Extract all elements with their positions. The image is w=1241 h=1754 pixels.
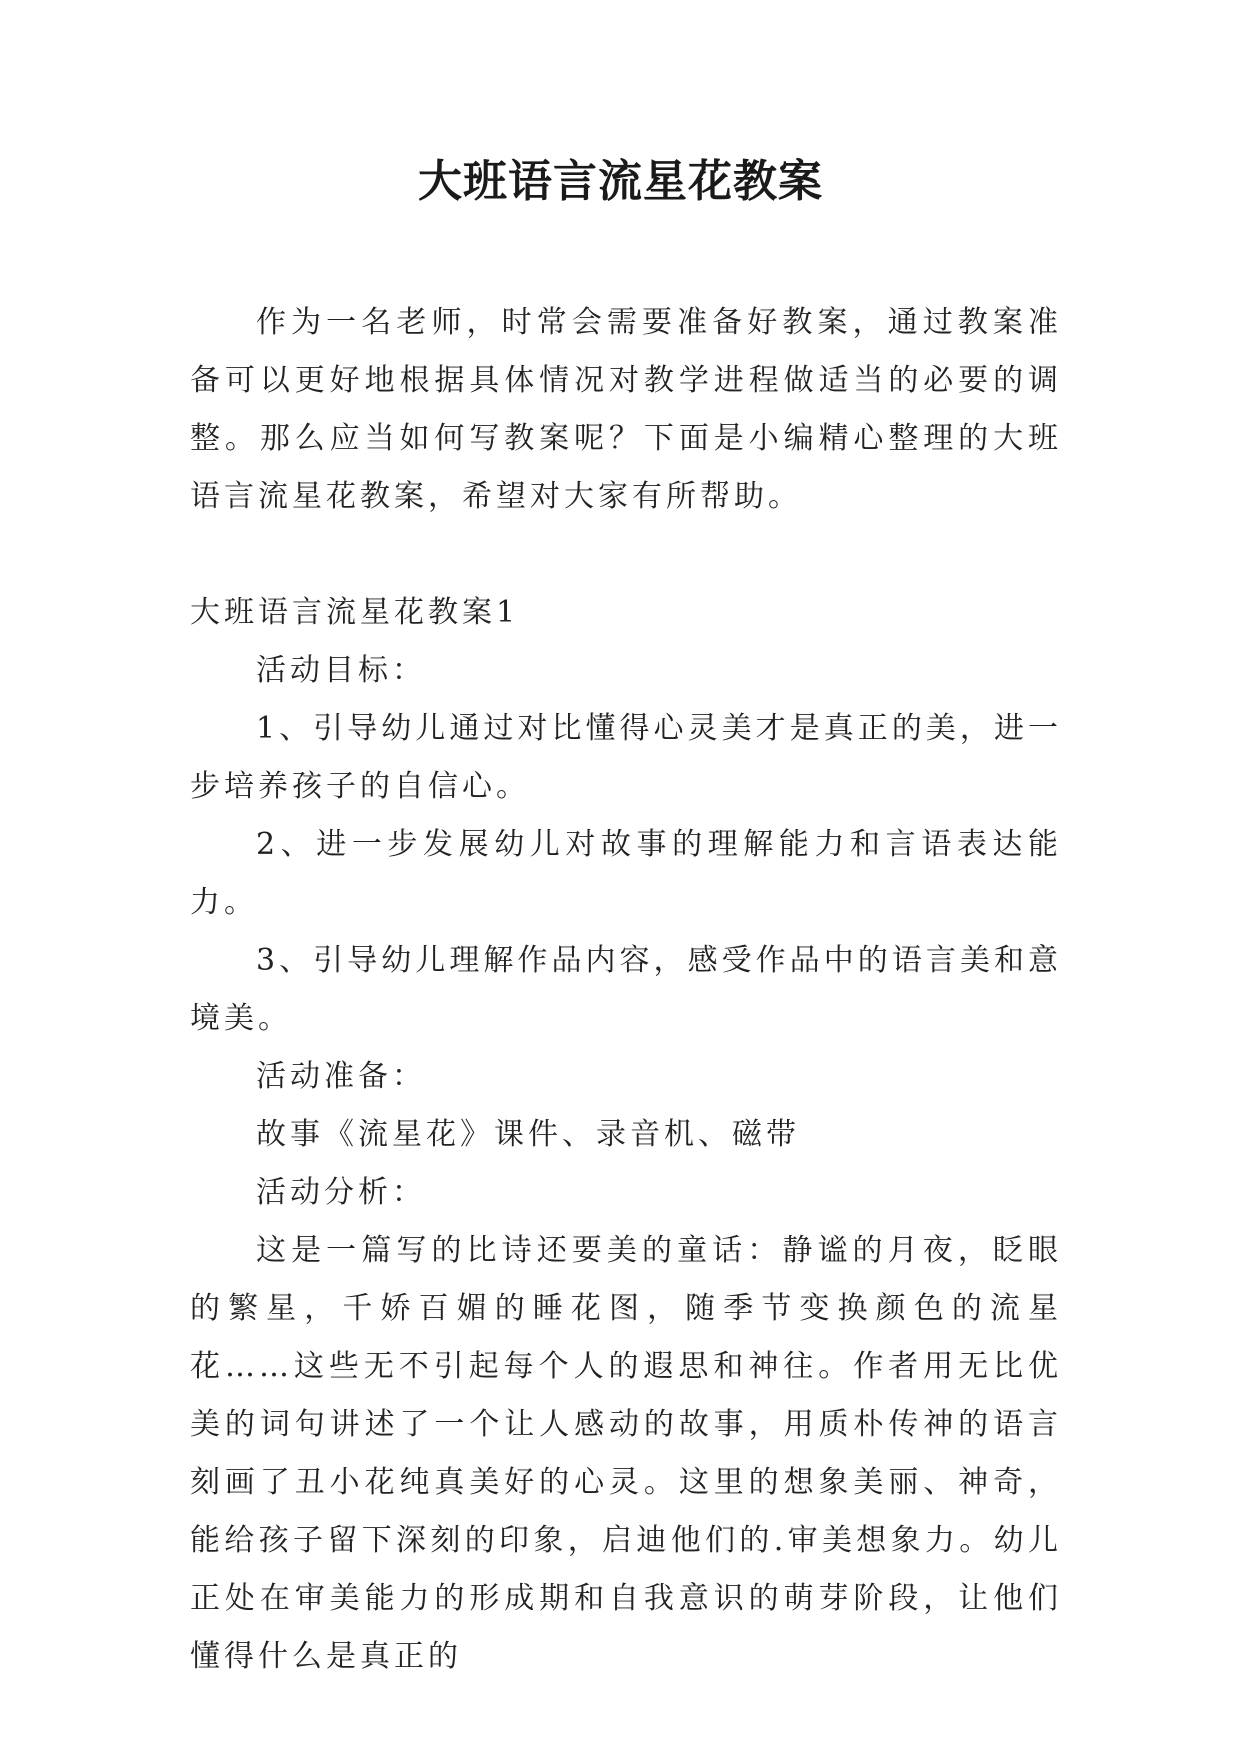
prep-text: 故事《流星花》课件、录音机、磁带 (256, 1117, 800, 1152)
goal-item-1: 1、引导幼儿通过对比懂得心灵美才是真正的美，进一步培养孩子的自信心。 (190, 711, 1062, 804)
prep-label: 活动准备： (256, 1059, 426, 1094)
analysis-paragraph: 这是一篇写的比诗还要美的童话：静谧的月夜，眨眼的繁星，千娇百媚的睡花图，随季节变换颜色的流星花……这些无不引起每个人的遐思和神往。作者用无比优美的词句讲述了一个让人感动的故事，用质朴传神的语言刻画了丑小花纯真美好的心灵。这里的想象美丽、神奇，能给孩子留下深刻的印象，启迪他们的.审美想象力。幼儿正处在审美能力的形成期和自我意识的萌芽阶段，让他们懂得什么是真正的 (190, 1233, 1062, 1674)
goals-label: 活动目标： (256, 653, 426, 688)
goal-item-3: 3、引导幼儿理解作品内容，感受作品中的语言美和意境美。 (190, 943, 1062, 1036)
section-heading: 大班语言流星花教案1 (190, 595, 520, 630)
document-body (190, 294, 1062, 1686)
goal-item-2: 2、进一步发展幼儿对故事的理解能力和言语表达能力。 (190, 827, 1062, 920)
analysis-label: 活动分析： (256, 1175, 426, 1210)
document-title: 大班语言流星花教案 (418, 156, 823, 207)
intro-paragraph: 作为一名老师，时常会需要准备好教案，通过教案准备可以更好地根据具体情况对教学进程做适当的必要的调整。那么应当如何写教案呢？下面是小编精心整理的大班语言流星花教案，希望对大家有所帮助。 (190, 305, 1062, 514)
